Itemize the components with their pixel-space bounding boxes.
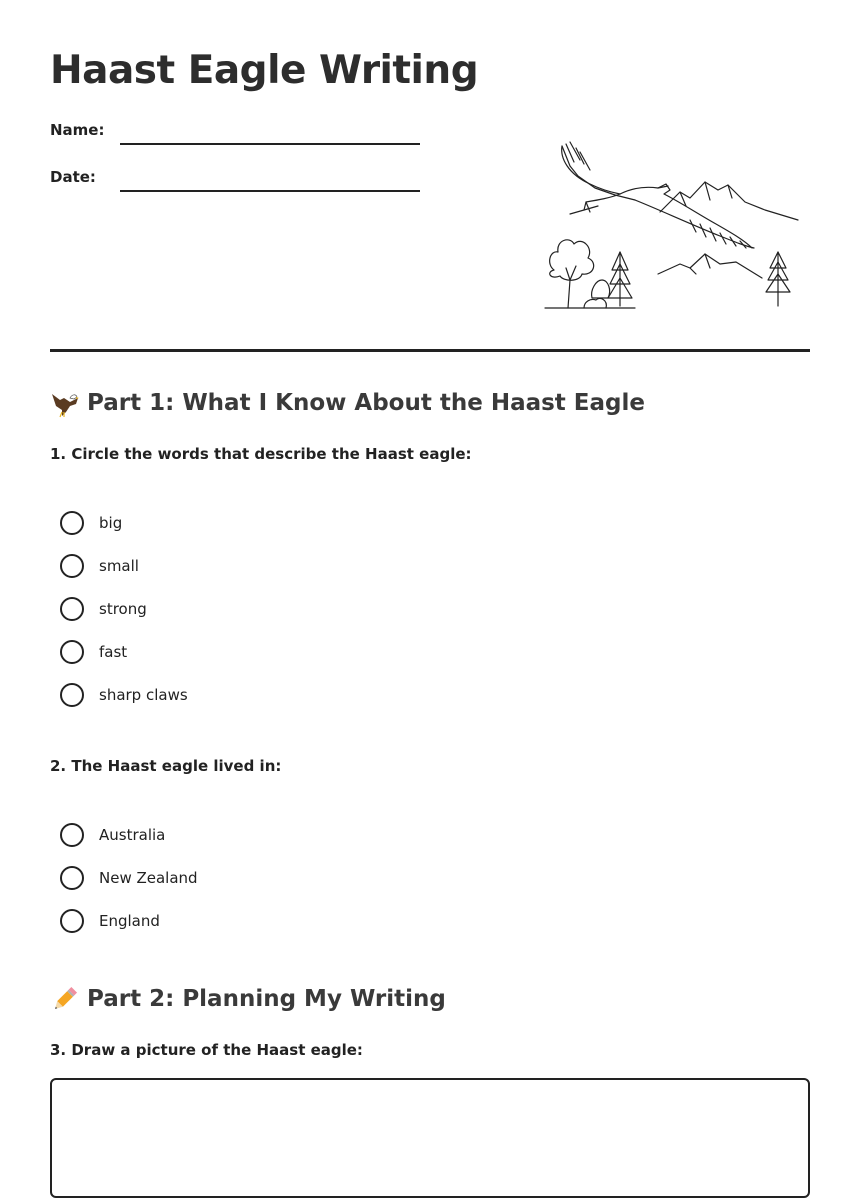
name-line[interactable] [120,143,420,145]
radio-circle[interactable] [60,683,84,707]
option-new-zealand[interactable] [60,865,198,891]
option-fast[interactable] [60,639,127,665]
radio-circle[interactable] [60,554,84,578]
option-sharp-claws[interactable] [60,682,188,708]
part1-heading [50,388,645,418]
radio-circle[interactable] [60,511,84,535]
option-label: small [99,557,139,575]
question-1: 1. Circle the words that describe the Haast eagle: [50,445,472,463]
option-england[interactable] [60,908,160,934]
question-2: 2. The Haast eagle lived in: [50,757,282,775]
pencil-icon [50,984,80,1014]
date-line[interactable] [120,190,420,192]
question-3: 3. Draw a picture of the Haast eagle: [50,1041,363,1059]
option-label: Australia [99,826,166,844]
option-label: sharp claws [99,686,188,704]
drawing-box[interactable] [50,1078,810,1198]
name-label: Name: [50,121,105,139]
option-label: fast [99,643,128,661]
part1-title: Part 1: What I Know About the Haast Eagle [87,390,645,416]
part2-title: Part 2: Planning My Writing [87,986,446,1012]
option-label: strong [99,600,147,618]
date-field[interactable] [50,162,420,192]
option-strong[interactable] [60,596,147,622]
eagle-icon [50,388,80,418]
header-divider [50,349,810,352]
eagle-mountains-illustration [540,140,802,316]
part2-heading [50,984,446,1014]
option-label: New Zealand [99,869,198,887]
option-label: England [99,912,160,930]
radio-circle[interactable] [60,909,84,933]
option-australia[interactable] [60,822,165,848]
option-small[interactable] [60,553,139,579]
radio-circle[interactable] [60,640,84,664]
page-title: Haast Eagle Writing [50,48,479,93]
name-field[interactable] [50,115,420,145]
radio-circle[interactable] [60,823,84,847]
date-label: Date: [50,168,96,186]
option-label: big [99,514,123,532]
radio-circle[interactable] [60,866,84,890]
option-big[interactable] [60,510,122,536]
radio-circle[interactable] [60,597,84,621]
